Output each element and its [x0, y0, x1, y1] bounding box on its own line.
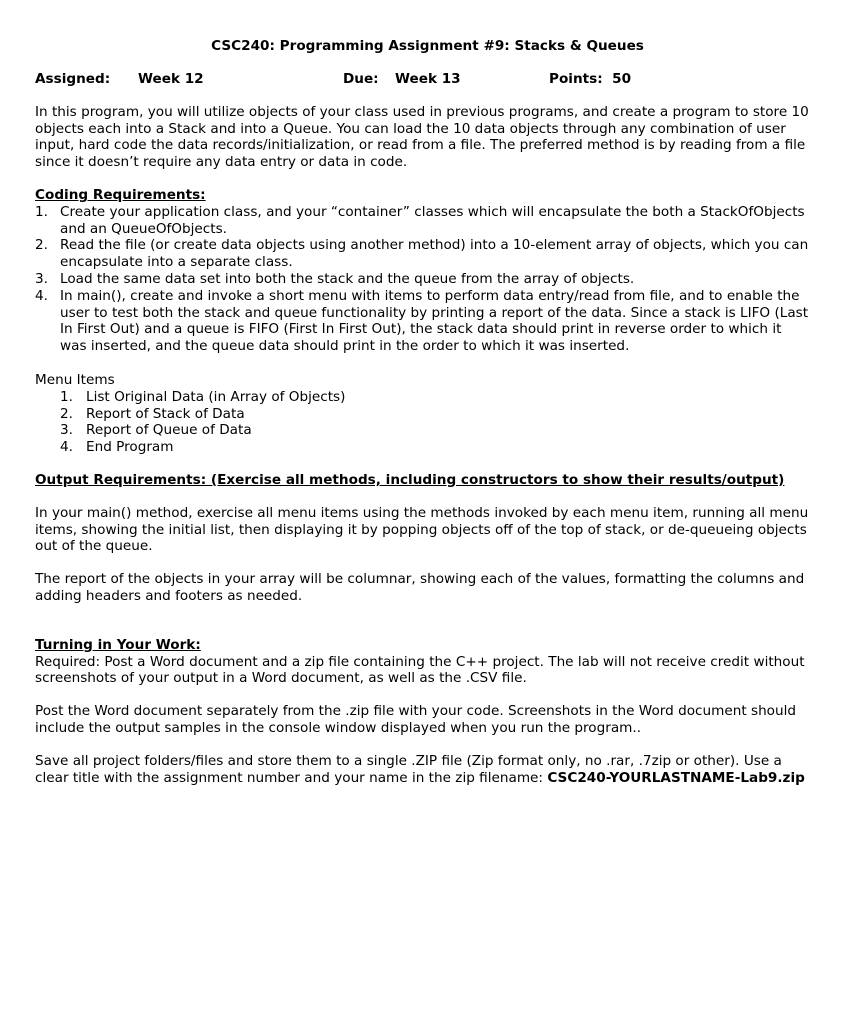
list-item: [35, 439, 810, 456]
output-paragraph-main: In your main() method, exercise all menu items using the methods invoked by each menu item, running all menu items, showing the initial list, then displaying it by popping objects off of the top of stack, or de-queueing objects out of the queue.: [35, 504, 809, 555]
list-item-number: 4.: [35, 287, 48, 304]
points-value: 50: [612, 70, 632, 87]
assignment-meta: [35, 71, 810, 88]
list-item: [35, 406, 810, 423]
list-item-text: Create your application class, and your “container” classes which will encapsulate the both a StackOfObjects and an QueueOfObjects.: [60, 203, 805, 237]
coding-requirements-heading: Coding Requirements:: [35, 186, 206, 203]
coding-requirements-list: [35, 204, 810, 355]
zip-filename: CSC240-YOURLASTNAME-Lab9.zip: [547, 769, 805, 786]
list-item: [35, 271, 810, 288]
list-item-number: 3.: [60, 422, 73, 439]
list-item-number: 2.: [35, 237, 48, 254]
list-item-text: Report of Stack of Data: [86, 405, 245, 422]
output-requirements-heading: Output Requirements: (Exercise all methods, including constructors to show their results/output): [35, 471, 785, 488]
list-item-text: Read the file (or create data objects using another method) into a 10-element array of objects, which you can encapsulate into a separate class.: [60, 237, 809, 271]
document-title: CSC240: Programming Assignment #9: Stacks & Queues: [211, 38, 644, 54]
turnin-paragraph-word: Post the Word document separately from the .zip file with your code. Screenshots in the Word document should include the output samples in the console window displayed when you run the program..: [35, 703, 797, 736]
list-item: [35, 237, 810, 271]
output-paragraph-report: The report of the objects in your array will be columnar, showing each of the values, formatting the columns and adding headers and footers as needed.: [35, 571, 805, 604]
due-value: Week 13: [395, 70, 461, 87]
turnin-zip-text: Save all project folders/files and store them to a single .ZIP file (Zip format only, no .rar, .7zip or other). Use a clear title with the assignment number and your name in the zip filename:: [35, 752, 782, 786]
document-page: [35, 38, 810, 786]
list-item: [35, 422, 810, 439]
assigned-label: Assigned:: [35, 70, 111, 87]
list-item-text: End Program: [86, 439, 174, 456]
list-item: [35, 288, 810, 355]
intro-paragraph: In this program, you will utilize objects of your class used in previous programs, and create a program to store 10 objects each into a Stack and into a Queue. You can load the 10 data objects through any combination of user input, hard code the data records/initialization, or read from a file. The preferred method is by reading from a file since it doesn’t require any data entry or data in code.: [35, 103, 809, 171]
list-item: [35, 204, 810, 238]
menu-items-list: [35, 389, 810, 456]
list-item: [35, 389, 810, 406]
list-item-text: Load the same data set into both the stack and the queue from the array of objects.: [60, 270, 635, 287]
turning-in-heading: Turning in Your Work:: [35, 636, 201, 653]
list-item-text: Report of Queue of Data: [86, 422, 252, 439]
points-label: [549, 71, 631, 88]
list-item-number: 4.: [60, 439, 73, 456]
list-item-text: List Original Data (in Array of Objects): [86, 388, 346, 405]
due-label: Due:: [343, 70, 379, 87]
menu-items-title: Menu Items: [35, 371, 115, 388]
assigned-value: Week 12: [138, 70, 204, 87]
list-item-number: 1.: [35, 203, 48, 220]
list-item-number: 3.: [35, 270, 48, 287]
turnin-paragraph-required: Required: Post a Word document and a zip file containing the C++ project. The lab will not receive credit without screenshots of your output in a Word document, as well as the .CSV file.: [35, 653, 805, 687]
list-item-number: 1.: [60, 388, 73, 405]
list-item-number: 2.: [60, 405, 73, 422]
turnin-paragraph-zip: [35, 753, 810, 787]
points-label-text: Points:: [549, 70, 603, 87]
list-item-text: In main(), create and invoke a short menu with items to perform data entry/read from file, and to enable the user to test both the stack and queue functionality by printing a report of the data. Since a stack is LIFO (Last In First Out) and a queue is FIFO (First In First Out), the stack data should print in reverse order to which it was inserted, and the queue data should print in the order to which it was inserted.: [60, 287, 809, 355]
